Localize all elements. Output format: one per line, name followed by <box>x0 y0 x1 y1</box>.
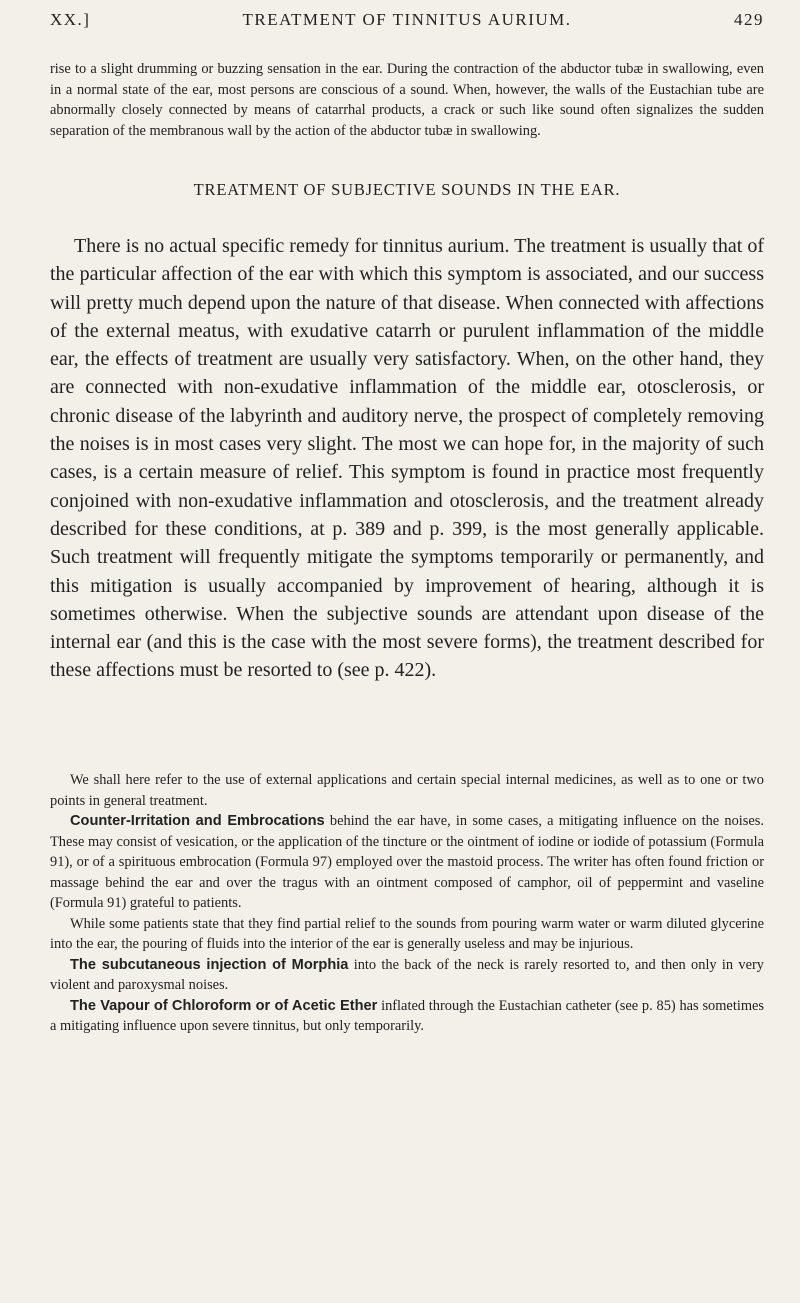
small-print-section <box>50 770 764 1037</box>
running-title: TREATMENT OF TINNITUS AURIUM. <box>242 10 572 29</box>
counter-irritation-lead: Counter-Irritation and Embrocations <box>70 813 325 829</box>
page-number: 429 <box>734 10 764 29</box>
morphia-paragraph <box>50 955 764 996</box>
main-paragraph: There is no actual specific remedy for tinnitus aurium. The treatment is usually that of the particular affection of the ear with which this symptom is associated, and our success will pretty much depend upon the nature of that disease. When connected with affections of the external meatus, with exudative catarrh or purulent inflammation of the middle ear, the effects of treatment are usually very satisfactory. When, on the other hand, they are connected with non-exudative inflammation of the middle ear, otosclerosis, or chronic disease of the labyrinth and auditory nerve, the prospect of completely removing the noises is in most cases very slight. The most we can hope for, in the majority of such cases, is a certain measure of relief. This symptom is found in practice most frequently conjoined with non-exudative inflammation and otosclerosis, and the treatment already described for these conditions, at p. 389 and p. 399, is the most generally applicable. Such treatment will frequently mitigate the symptoms temporarily or permanently, and this mitigation is usually accompanied by improvement of hearing, although it is sometimes otherwise. When the subjective sounds are attendant upon disease of the internal ear (and this is the case with the most severe forms), the treatment described for these affections must be resorted to (see p. 422). <box>50 235 764 682</box>
chloroform-lead: The Vapour of Chloroform or of Acetic Ether <box>70 997 378 1014</box>
top-paragraph: rise to a slight drumming or buzzing sensation in the ear. During the contraction of the abductor tubæ in swallowing, even in a normal state of the ear, most persons are conscious of a sound. When, however, the walls of the Eustachian tube are abnormally closely connected by means of catarrhal products, a crack or such like sound often signalizes the sudden separation of the membranous wall by the action of the abductor tubæ in swallowing. <box>50 61 764 139</box>
chloroform-paragraph <box>50 996 764 1037</box>
morphia-lead: The subcutaneous injection of Morphia <box>70 956 349 973</box>
counter-irritation-text: behind the ear have, in some cases, a mitigating influence on the noises. These may consist of vesication, or the application of the tincture or the ointment of iodine or iodide of potassium (Formula 91), or of a spirituous embrocation (Formula 97) employed over the mastoid process. The writer has often found friction or massage behind the ear and over the tragus with an ointment composed of camphor, oil of peppermint and vaseline (Formula 91) grateful to patients. <box>50 813 764 911</box>
chloroform-text: inflated through the Eustachian catheter (see p. 85) has sometimes a mitigating influence upon severe tinnitus, but only temporarily. <box>50 997 764 1034</box>
intro-paragraph: We shall here refer to the use of external applications and certain special internal medicines, as well as to one or two points in general treatment. <box>50 772 764 809</box>
counter-irritation-paragraph <box>50 811 764 914</box>
section-heading: TREATMENT OF SUBJECTIVE SOUNDS IN THE EAR. <box>193 180 621 199</box>
pouring-paragraph: While some patients state that they find partial relief to the sounds from pouring warm water or warm diluted glycerine into the ear, the pouring of fluids into the interior of the ear is generally useless and may be injurious. <box>50 915 764 952</box>
morphia-text: into the back of the neck is rarely resorted to, and then only in very violent and paroxysmal noises. <box>50 956 764 993</box>
chapter-number: XX.] <box>50 10 91 29</box>
